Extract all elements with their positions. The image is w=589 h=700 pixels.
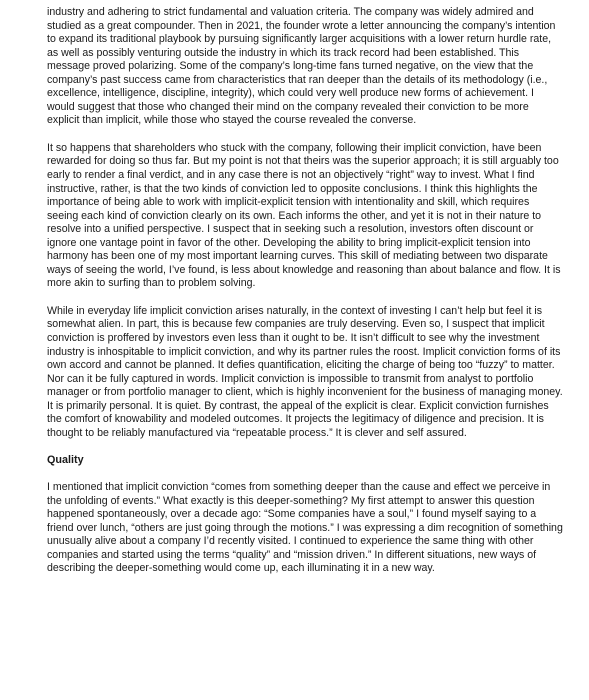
paragraph-2: It so happens that shareholders who stuck with the company, following their implicit conviction, have been rewarded for doing so thus far. But my point is not that theirs was the superior approach; it is still arguably too early to render a final verdict, and in any case there is not an objectively “right” way to invest. What I find instructive, rather, is that the two kinds of conviction led to opposite conclusions. I think this highlights the importance of being able to work with implicit-explicit tension with intentionality and skill, which requires seeing each kind of conviction clearly on its own. Each informs the other, and yet it is not in their nature to resolve into a unified perspective. I suspect that in seeking such a resolution, investors often discount or ignore one vantage point in favor of the other. Developing the ability to bring implicit-explicit tension into harmony has been one of my most important learning curves. This skill of mediating between two disparate ways of seeing the world, I’ve found, is less about knowledge and reasoning than about balance and flow. It is more akin to surfing than to problem solving. (47, 141, 561, 290)
paragraph-1: industry and adhering to strict fundamental and valuation criteria. The company was widely admired and studied as a great compounder. Then in 2021, the founder wrote a letter announcing the company’s intention to expand its traditional playbook by pursuing significantly larger acquisitions with a lower return hurdle rate, as well as possibly venturing outside the industry in which its track record had been established. This message proved polarizing. Some of the company’s long-time fans turned negative, on the view that the company’s past success came from characteristics that ran deeper than the details of its methodology (i.e., excellence, intelligence, discipline, integrity), which could very well produce new forms of achievement. I would suggest that those who changed their mind on the company revealed their conviction to be more explicit than implicit, while those who stayed the course revealed the converse. (47, 6, 556, 127)
paragraph-4: I mentioned that implicit conviction “comes from something deeper than the cause and effect we perceive in the unfolding of events.” What exactly is this deeper-something? My first attempt to answer this question happened spontaneously, over a decade ago: “Some companies have a soul,” I found myself saying to a friend over lunch, “others are just going through the motions.” I was expressing a dim recognition of something unusually alive about a company I’d recently visited. I continued to experience the same thing with other companies and started using the terms “quality” and “mission driven.” In different situations, new ways of describing the deeper-something would come up, each illuminating it in a new way. (47, 480, 563, 575)
document-page (47, 6, 563, 590)
section-heading-quality: Quality (47, 454, 84, 467)
paragraph-3: While in everyday life implicit conviction arises naturally, in the context of investing I can’t help but feel it is somewhat alien. In part, this is because few companies are truly deserving. Even so, I suspect that implicit conviction is proffered by investors even less than it ought to be. It isn’t difficult to see why the investment industry is inhospitable to implicit conviction, and why its partner rules the roost. Implicit conviction forms of its own accord and cannot be planned. It defies quantification, eliciting the charge of being too “fuzzy” to matter. Nor can it be fully captured in words. Implicit conviction is impossible to transmit from analyst to portfolio manager or from portfolio manager to client, which is highly inconvenient for the business of managing money. It is primarily personal. It is quiet. By contrast, the appeal of the explicit is clear. Explicit conviction furnishes the comfort of knowability and modeled outcomes. It projects the legitimacy of diligence and precision. It is thought to be reliably manufactured via “repeatable process.” It is clever and self assured. (47, 304, 563, 439)
